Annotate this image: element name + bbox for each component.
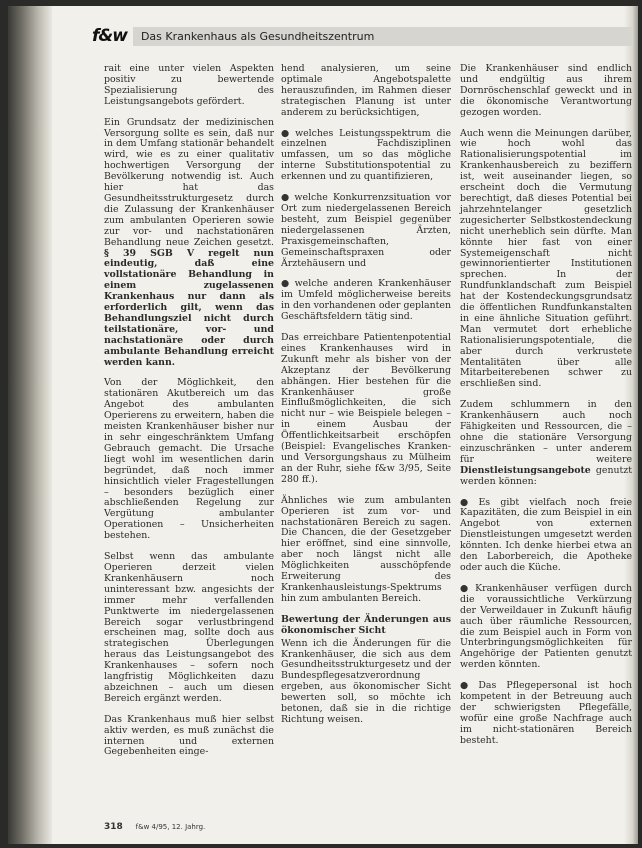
paragraph: [460, 400, 632, 487]
bullet-text: welche Konkurrenzsituation vor Ort zum niedergelassenen Bereich besteht, zum Beispiel gegenüber niedergelassenen Ärzten, Praxisgemeinschaften, Gemeinschaftspraxen oder Ärztehäusern und: [281, 192, 451, 269]
paragraph-text: Ein Grundsatz der medizinischen Versorgung sollte es sein, daß nur in dem Umfang stationär behandelt wird, wie es zu einer qualitativ hochwertigen Versorgung der Bevölkerung notwendig ist. Auch hier hat das Gesundheitsstrukturgesetz durch die Zulassung der Krankenhäuser zum ambulanten Operieren sowie zur vor- und nachstationären Behandlung neue Zeichen gesetzt.: [104, 116, 274, 248]
book-gutter-shadow: [8, 6, 52, 844]
bullet-icon: ●: [281, 192, 292, 204]
bullet-item: [281, 279, 451, 323]
bullet-text: welche anderen Krankenhäuser im Umfeld möglicherweise bereits in den vorhandenen oder geplanten Geschäftsfeldern tätig sind.: [281, 278, 452, 323]
bullet-text: Das Pflegepersonal ist hoch kompetent in der Betreuung auch der schwierigsten Pflegefälle, wofür eine große Nachfrage auch im nicht-stationären Bereich besteht.: [460, 680, 632, 746]
bullet-icon: ●: [460, 496, 476, 508]
paragraph: rait eine unter vielen Aspekten positiv zu bewertende Spezialisierung des Leistungsangebots gefördert.: [104, 63, 274, 107]
footer-source: f&w 4/95, 12. Jahrg.: [135, 823, 206, 831]
bullet-item: [281, 193, 451, 269]
paragraph: Ähnliches wie zum ambulanten Operieren ist zum vor- und nachstationären Bereich zu sagen. Die Chancen, die der Gesetzgeber hier eröffnet, sind eine sinnvolle, aber noch längst nicht alle Möglichkeiten ausschöpfende Erweiterung des Krankenhausleistungs-Spektrums hin zum ambulanten Bereich.: [281, 494, 451, 604]
paragraph: Die Krankenhäuser sind endlich und endgültig aus ihrem Dornröschenschlaf geweckt und in die ökonomische Verantwortung gezogen worden.: [460, 63, 632, 118]
paragraph: Selbst wenn das ambulante Operieren derzeit vielen Krankenhäusern noch uninteressant bzw. angesichts der immer mehr verfallenden Punktwerte im niedergelassenen Bereich sogar verlustbringend erscheinen mag, sollte doch aus strategischen Überlegungen heraus das Leistungsangebot des Krankenhauses – sofern noch langfristig Möglichkeiten dazu abzeichnen – auch um diesen Bereich ergänzt werden.: [104, 551, 274, 704]
bullet-icon: ●: [460, 582, 473, 594]
header-title: Das Krankenhaus als Gesundheitszentrum: [133, 27, 632, 46]
bullet-item: [460, 584, 632, 671]
text-column-2: [281, 64, 451, 736]
paragraph-text: Zudem schlummern in den Krankenhäusern auch noch Fähigkeiten und Ressourcen, die – ohne die stationäre Versorgung einzuschränken – unter anderem für weitere: [460, 399, 632, 465]
paragraph: hend analysieren, um seine optimale Angebotspalette herauszufinden, im Rahmen dieser strategischen Planung ist unter anderem zu berücksichtigen,: [281, 63, 451, 118]
bullet-item: [460, 498, 632, 574]
text-column-1: [104, 64, 274, 768]
section-heading: Bewertung der Änderungen aus ökonomischer Sicht: [281, 613, 451, 636]
paragraph-bold-text: § 39 SGB V regelt nun eindeutig, daß eine vollstationäre Behandlung in einem zugelassenen Krankenhaus nur dann als erforderlich gilt, wenn das Behandlungsziel nicht durch teilstationäre, vor- und nachstationäre oder durch ambulante Behandlung erreicht werden kann.: [104, 247, 274, 368]
bullet-item: [460, 681, 632, 746]
paragraph: [104, 118, 274, 369]
paragraph: Das erreichbare Patientenpotential eines Krankenhauses wird in Zukunft mehr als bisher von der Akzeptanz der Bevölkerung abhängen. Hier bestehen für die Krankenhäuser große Einflußmöglichkeiten, die sich nicht nur – wie Beispiele belegen – in einem Ausbau der Öffentlichkeitsarbeit erschöpfen (Beispiel: Evangelisches Kranken- und Versorgungshaus zu Mülheim an der Ruhr, siehe f&w 3/95, Seite 280 ff.).: [281, 332, 451, 485]
bullet-icon: ●: [281, 127, 293, 139]
bullet-text: Krankenhäuser verfügen durch die voraussichtliche Verkürzung der Verweildauer in Zukunft häufig auch über räumliche Ressourcen, die zum Beispiel auch in Form von Unterbringungsmöglichkeiten für Angehörige der Patienten genutzt werden könnten.: [460, 582, 632, 671]
bullet-text: welches Leistungsspektrum die einzelnen Fachdisziplinen umfassen, um so das mögliche interne Substitutionspotential zu erkennen und zu quantifizieren,: [281, 127, 451, 183]
page-number: 318: [104, 822, 123, 832]
page-footer: [104, 822, 404, 832]
running-header: [92, 24, 632, 48]
bullet-icon: ●: [281, 278, 292, 290]
magazine-logo: f&w: [92, 26, 127, 46]
text-column-3: [460, 64, 632, 757]
paragraph-bold-text: Dienstleistungsangebote: [460, 464, 591, 476]
magazine-page: [8, 6, 638, 844]
paragraph: Von der Möglichkeit, den stationären Akutbereich um das Angebot des ambulanten Operierens zu erweitern, haben die meisten Krankenhäuser bisher nur in sehr eingeschränktem Umfang Gebrauch gemacht. Die Ursache liegt wohl im wesentlichen darin begründet, daß noch immer hinsichtlich vieler Fragestellungen – besonders bezüglich einer abschließenden Regelung zur Vergütung ambulanter Operationen – Unsicherheiten bestehen.: [104, 377, 274, 542]
paragraph-text: genutzt werden können:: [460, 464, 632, 487]
bullet-icon: ●: [460, 680, 476, 692]
paragraph: Wenn ich die Änderungen für die Krankenhäuser, die sich aus dem Gesundheitsstrukturgesetz und der Bundespflegesatzverordnung ergeben, aus ökonomischer Sicht bewerten soll, so möchte ich betonen, daß sie in die richtige Richtung weisen.: [281, 637, 451, 725]
paragraph: Das Krankenhaus muß hier selbst aktiv werden, es muß zunächst die internen und externen Gegebenheiten einge-: [104, 713, 274, 758]
bullet-text: Es gibt vielfach noch freie Kapazitäten, die zum Beispiel in ein Angebot von externen Dienstleistungen umgesetzt werden könnten. Ich denke hierbei etwa an den Laborbereich, die Apotheke oder auch die Küche.: [460, 496, 632, 573]
bullet-item: [281, 129, 451, 184]
paragraph: Auch wenn die Meinungen darüber, wie hoch wohl das Rationalisierungspotential im Krankenhausbereich zu beziffern ist, weit auseinander liegen, so erscheint doch die Vermutung berechtigt, daß dieses Potential bei jahrzehntelanger gesetzlich zugesicherter Selbstkostendeckung nicht unerheblich sein dürfte. Man könnte hier fast von einer Systemeigenschaft nicht gewinnorientierter Institutionen sprechen. In der Rundfunklandschaft zum Beispiel hat der Kostendeckungsgrundsatz die öffentlichen Rundfunkanstalten in eine ähnliche Situation geführt. Man vermutet dort erhebliche Rationalisierungspotentiale, die aber durch verkrustete Mentalitäten über alle Mitarbeiterebenen schwer zu erschließen sind.: [460, 127, 632, 390]
